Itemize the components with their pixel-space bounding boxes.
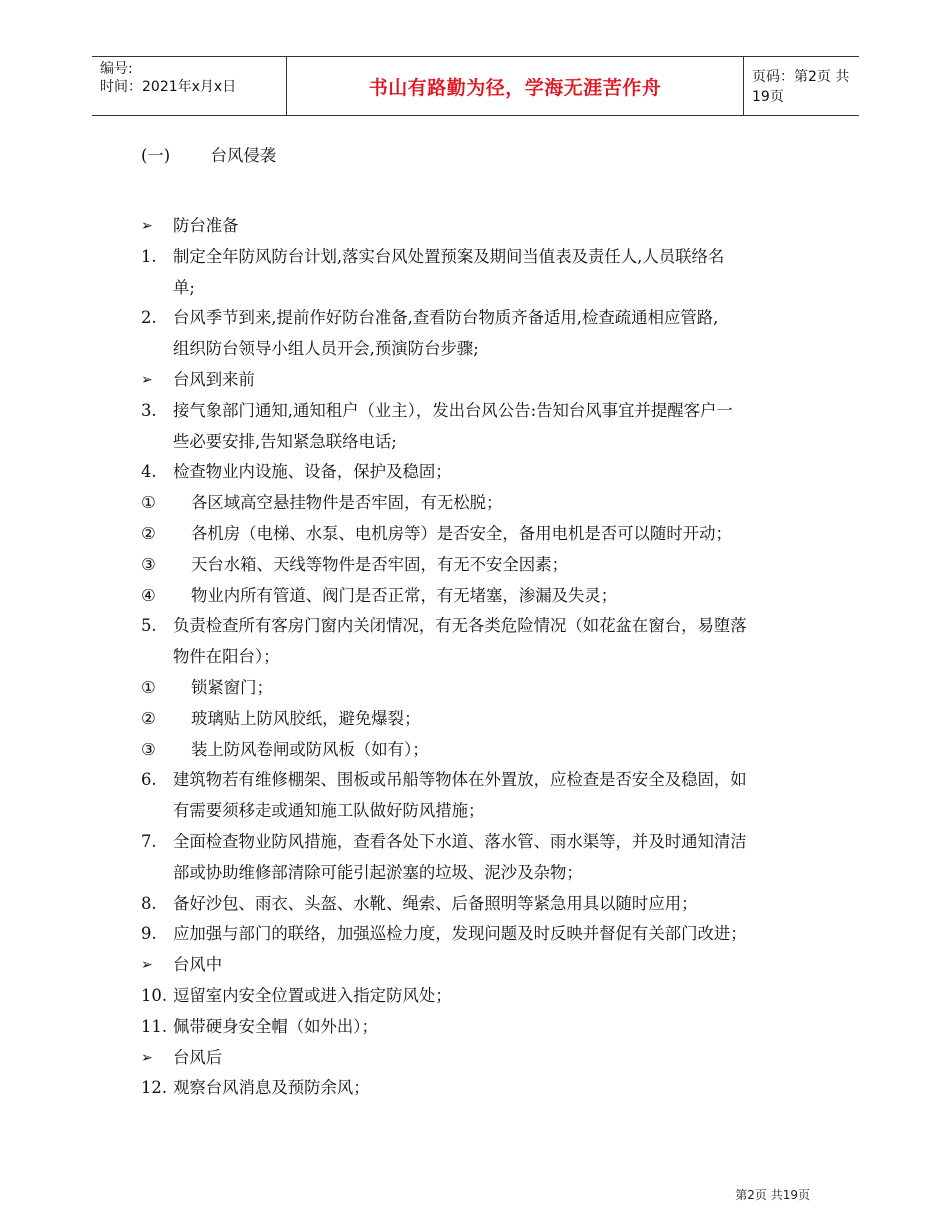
line-text: 物业内所有管道、阀门是否正常，有无堵塞，渗漏及失灵； [191, 585, 618, 605]
line-text: 玻璃贴上防风胶纸，避免爆裂； [191, 708, 421, 728]
section-heading [141, 146, 276, 166]
item-number: 5. [141, 616, 157, 636]
line-text: 部或协助维修部清除可能引起淤塞的垃圾、泥沙及杂物； [173, 862, 583, 882]
list-item [141, 524, 821, 546]
line-text: 台风到来前 [173, 370, 255, 389]
line-text: 台风后 [173, 1047, 223, 1067]
line-text: 物件在阳台）； [173, 647, 280, 667]
item-number: 2. [141, 308, 157, 328]
subheading-line [141, 216, 821, 238]
line-text: 锁紧窗门； [191, 678, 273, 697]
list-item [141, 832, 821, 854]
list-item [141, 616, 821, 638]
continuation-line [141, 278, 821, 300]
item-number: 6. [141, 770, 157, 790]
header-motto: 书山有路勤为径，学海无涯苦作舟 [286, 57, 744, 115]
item-number: 7. [141, 832, 157, 851]
line-text: 各区域高空悬挂物件是否牢固，有无松脱； [191, 493, 503, 513]
arrow-bullet-icon: ➢ [141, 957, 153, 974]
line-text: 建筑物若有维修棚架、围板或吊船等物体在外置放，应检查是否安全及稳固，如 [173, 770, 747, 790]
arrow-bullet-icon: ➢ [141, 1049, 153, 1066]
circled-number: ① [141, 678, 156, 697]
line-text: 逗留室内安全位置或进入指定防风处； [173, 986, 452, 1005]
circled-number: ③ [141, 554, 156, 574]
line-text: 各机房（电梯、水泵、电机房等）是否安全，备用电机是否可以随时开动； [191, 524, 732, 543]
section-marker: (一) [141, 146, 171, 165]
list-item [141, 924, 821, 946]
line-text: 天台水箱、天线等物件是否牢固，有无不安全因素； [191, 554, 568, 574]
line-text: 全面检查物业防风措施，查看各处下水道、落水管、雨水渠等，并及时通知清洁 [173, 832, 747, 851]
item-number: 3. [141, 400, 157, 420]
page-header [92, 56, 859, 116]
line-text: 接气象部门通知,通知租户（业主），发出台风公告:告知台风事宜并提醒客户一 [173, 400, 733, 420]
line-text: 负责检查所有客房门窗内关闭情况，有无各类危险情况（如花盆在窗台，易堕落 [173, 616, 747, 636]
item-number: 9. [141, 924, 157, 944]
list-item [141, 678, 821, 700]
list-item [141, 401, 821, 423]
list-item [141, 986, 821, 1008]
list-item [141, 740, 821, 762]
arrow-bullet-icon: ➢ [141, 218, 153, 234]
time-label: 时间：2021年x月x日 [100, 79, 237, 95]
list-item [141, 894, 821, 916]
item-number: 8. [141, 893, 157, 913]
continuation-line [141, 801, 821, 823]
arrow-bullet-icon: ➢ [141, 372, 153, 388]
circled-number: ④ [141, 585, 156, 605]
page-footer: 第2页 共19页 [735, 1188, 810, 1202]
header-meta [92, 57, 286, 115]
line-text: 单; [173, 277, 195, 297]
continuation-line [141, 863, 821, 885]
list-item [141, 1078, 821, 1100]
line-text: 应加强与部门的联络，加强巡检力度，发现问题及时反映并督促有关部门改进； [173, 924, 747, 944]
circled-number: ① [141, 493, 156, 513]
list-item [141, 709, 821, 731]
code-label: 编号: [100, 61, 133, 77]
continuation-line [141, 647, 821, 669]
line-text: 检查物业内设施、设备，保护及稳固； [173, 462, 452, 482]
line-text: 装上防风卷闸或防风板（如有）； [191, 739, 429, 759]
item-number: 10. [141, 986, 168, 1005]
line-text: 观察台风消息及预防余风； [173, 1078, 370, 1098]
line-text: 有需要须移走或通知施工队做好防风措施； [173, 801, 485, 821]
list-item [141, 555, 821, 577]
list-item [141, 770, 821, 792]
circled-number: ③ [141, 739, 156, 759]
subheading-line [141, 1048, 821, 1070]
list-item [141, 308, 821, 330]
item-number: 4. [141, 462, 157, 482]
section-title: 台风侵袭 [210, 146, 277, 165]
line-text: 防台准备 [173, 216, 239, 235]
item-number: 11. [141, 1016, 168, 1036]
subheading-line [141, 955, 821, 977]
subheading-line [141, 370, 821, 392]
list-item [141, 586, 821, 608]
circled-number: ② [141, 524, 156, 543]
line-text: 制定全年防风防台计划,落实台风处置预案及期间当值表及责任人,人员联络名 [173, 246, 725, 266]
continuation-line [141, 339, 821, 361]
header-page-number: 页码：第2页 共19页 [752, 69, 850, 105]
line-text: 些必要安排,告知紧急联络电话; [173, 431, 397, 451]
list-item [141, 462, 821, 484]
line-text: 台风季节到来,提前作好防台准备,查看防台物质齐备适用,检查疏通相应管路, [173, 308, 719, 328]
item-number: 12. [141, 1078, 168, 1098]
list-item [141, 247, 821, 269]
line-text: 组织防台领导小组人员开会,预演防台步骤; [173, 339, 479, 359]
list-item [141, 1017, 821, 1039]
continuation-line [141, 432, 821, 454]
list-item [141, 493, 821, 515]
circled-number: ② [141, 708, 156, 728]
line-text: 佩带硬身安全帽（如外出）； [173, 1016, 378, 1036]
item-number: 1. [141, 246, 157, 266]
line-text: 台风中 [173, 955, 223, 975]
line-text: 备好沙包、雨衣、头盔、水靴、绳索、后备照明等紧急用具以随时应用； [173, 893, 698, 913]
